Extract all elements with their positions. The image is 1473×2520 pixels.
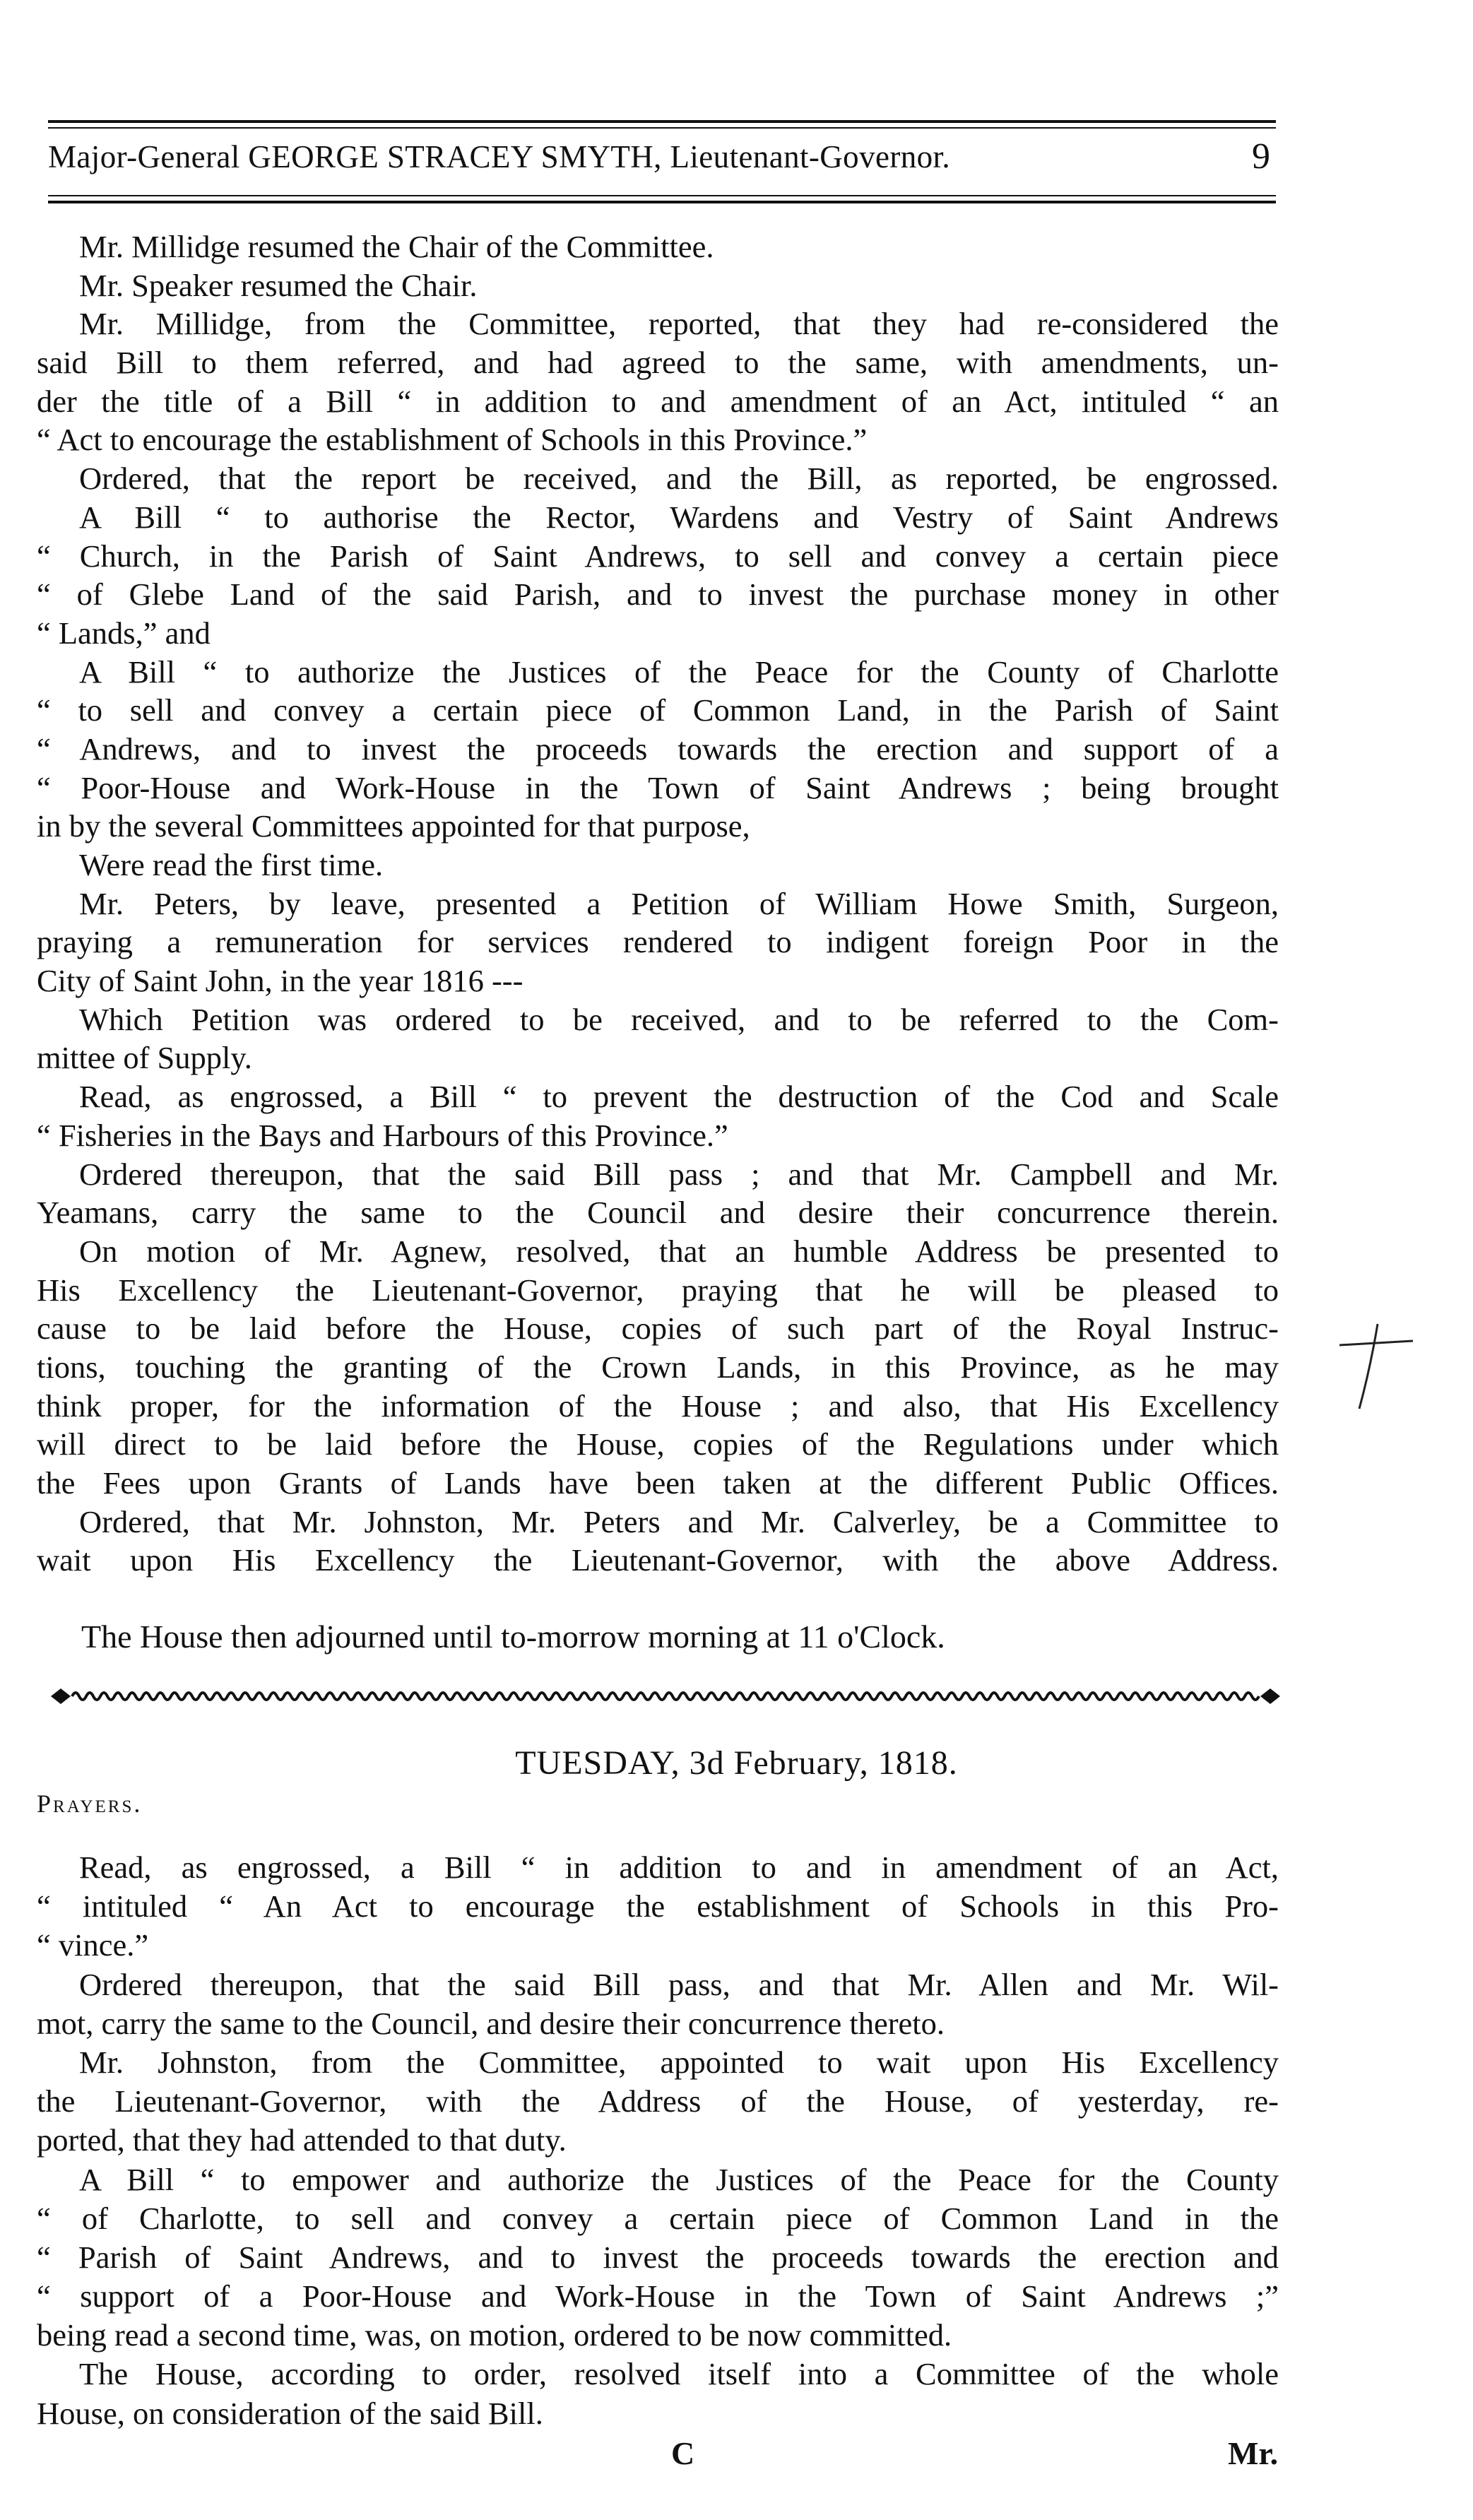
text-line: der the title of a Bill “ in addition to and amendment of an Act, intituled “ an (37, 383, 1279, 419)
running-header (48, 133, 1276, 194)
text-line: think proper, for the information of the House ; and also, that His Excellency (37, 1388, 1279, 1424)
text-line: Mr. Millidge, from the Committee, reported, that they had re-considered the (79, 306, 1279, 342)
text-line: “ Parish of Saint Andrews, and to invest the proceeds towards the erection and (37, 2239, 1279, 2275)
text-line: On motion of Mr. Agnew, resolved, that an humble Address be presented to (79, 1233, 1279, 1269)
text-line: Were read the first time. (79, 847, 384, 882)
text-line: Read, as engrossed, a Bill “ to prevent the destruction of the Cod and Scale (79, 1079, 1279, 1115)
margin-mark (1334, 1321, 1419, 1413)
text-line: Mr. Millidge resumed the Chair of the Committee. (79, 229, 714, 264)
text-line: Ordered, that Mr. Johnston, Mr. Peters and Mr. Calverley, be a Committee to (79, 1503, 1279, 1539)
text-line: cause to be laid before the House, copies of such part of the Royal Instruc- (37, 1311, 1279, 1347)
text-line: “ vince.” (37, 1927, 149, 1963)
text-line: Ordered thereupon, that the said Bill pass, and that Mr. Allen and Mr. Wil- (79, 1966, 1279, 2002)
proceedings-bottom (37, 1848, 1279, 2433)
text-line: A Bill “ to empower and authorize the Justices of the Peace for the County (79, 2161, 1279, 2197)
adjournment-line: The House then adjourned until to-morrow morning at 11 o'Clock. (81, 1619, 945, 1655)
text-line: Ordered, that the report be received, and the Bill, as reported, be engrossed. (79, 461, 1279, 497)
text-line: mittee of Supply. (37, 1040, 252, 1076)
running-title: Major-General GEORGE STRACEY SMYTH, Lieutenant-Governor. (48, 139, 951, 174)
text-line: the Lieutenant-Governor, with the Address of the House, of yesterday, re- (37, 2083, 1279, 2119)
text-line: Which Petition was ordered to be received, and to be referred to the Com- (79, 1001, 1279, 1037)
header-rule-top-thin (48, 127, 1276, 129)
text-line: “ Church, in the Parish of Saint Andrews, to sell and convey a certain piece (37, 538, 1279, 574)
header-rule-top (48, 120, 1276, 123)
catchword: Mr. (1228, 2435, 1279, 2471)
header-rule-bottom-thin (48, 195, 1276, 196)
text-line: said Bill to them referred, and had agreed to the same, with amendments, un- (37, 345, 1279, 381)
text-line: will direct to be laid before the House, copies of the Regulations under which (37, 1426, 1279, 1462)
text-line: “ of Charlotte, to sell and convey a certain piece of Common Land in the (37, 2200, 1279, 2236)
text-line: “ to sell and convey a certain piece of Common Land, in the Parish of Saint (37, 692, 1279, 728)
text-line: “ of Glebe Land of the said Parish, and to invest the purchase money in other (37, 576, 1279, 613)
text-line: “ Fisheries in the Bays and Harbours of this Province.” (37, 1117, 728, 1153)
text-line: mot, carry the same to the Council, and desire their concurrence thereto. (37, 2005, 945, 2041)
prayers-heading: Prayers. (37, 1790, 143, 1818)
text-line: Mr. Speaker resumed the Chair. (79, 267, 478, 303)
text-line: A Bill “ to authorize the Justices of the Peace for the County of Charlotte (79, 653, 1279, 690)
text-line: House, on consideration of the said Bill. (37, 2395, 543, 2431)
text-line: being read a second time, was, on motion, ordered to be now committed. (37, 2317, 952, 2353)
text-line: in by the several Committees appointed for that purpose, (37, 808, 750, 844)
text-line: Ordered thereupon, that the said Bill pass ; and that Mr. Campbell and Mr. (79, 1156, 1279, 1192)
header-rule-bottom (48, 201, 1276, 203)
text-line: A Bill “ to authorise the Rector, Wardens and Vestry of Saint Andrews (79, 499, 1279, 535)
text-line: “ support of a Poor-House and Work-House in the Town of Saint Andrews ;” (37, 2278, 1279, 2314)
text-line: “ intituled “ An Act to encourage the establishment of Schools in this Pro- (37, 1888, 1279, 1924)
proceedings-top (37, 227, 1279, 1580)
text-line: Yeamans, carry the same to the Council and desire their concurrence therein. (37, 1195, 1279, 1231)
page-number: 9 (1252, 136, 1270, 177)
text-line: City of Saint John, in the year 1816 --- (37, 963, 523, 999)
signature-mark: C (671, 2435, 695, 2471)
text-line: His Excellency the Lieutenant-Governor, praying that he will be pleased to (37, 1272, 1279, 1308)
text-line: tions, touching the granting of the Crown Lands, in this Province, as he may (37, 1349, 1279, 1385)
text-line: Mr. Peters, by leave, presented a Petition of William Howe Smith, Surgeon, (79, 885, 1279, 921)
text-line: ported, that they had attended to that duty. (37, 2122, 567, 2158)
date-heading: TUESDAY, 3d February, 1818. (515, 1744, 958, 1782)
text-line: “ Poor-House and Work-House in the Town of Saint Andrews ; being brought (37, 769, 1279, 805)
text-line: “ Andrews, and to invest the proceeds towards the erection and support of a (37, 730, 1279, 767)
text-line: “ Act to encourage the establishment of Schools in this Province.” (37, 422, 868, 458)
text-line: “ Lands,” and (37, 615, 211, 651)
text-line: praying a remuneration for services rendered to indigent foreign Poor in the (37, 924, 1279, 960)
text-line: wait upon His Excellency the Lieutenant-Governor, with the above Address. (37, 1542, 1279, 1578)
text-line: The House, according to order, resolved itself into a Committee of the whole (79, 2356, 1279, 2392)
text-line: Mr. Johnston, from the Committee, appointed to wait upon His Excellency (79, 2044, 1279, 2080)
text-line: the Fees upon Grants of Lands have been taken at the different Public Offices. (37, 1465, 1279, 1501)
ornamental-divider (51, 1684, 1280, 1708)
text-line: Read, as engrossed, a Bill “ in addition to and in amendment of an Act, (79, 1850, 1279, 1885)
